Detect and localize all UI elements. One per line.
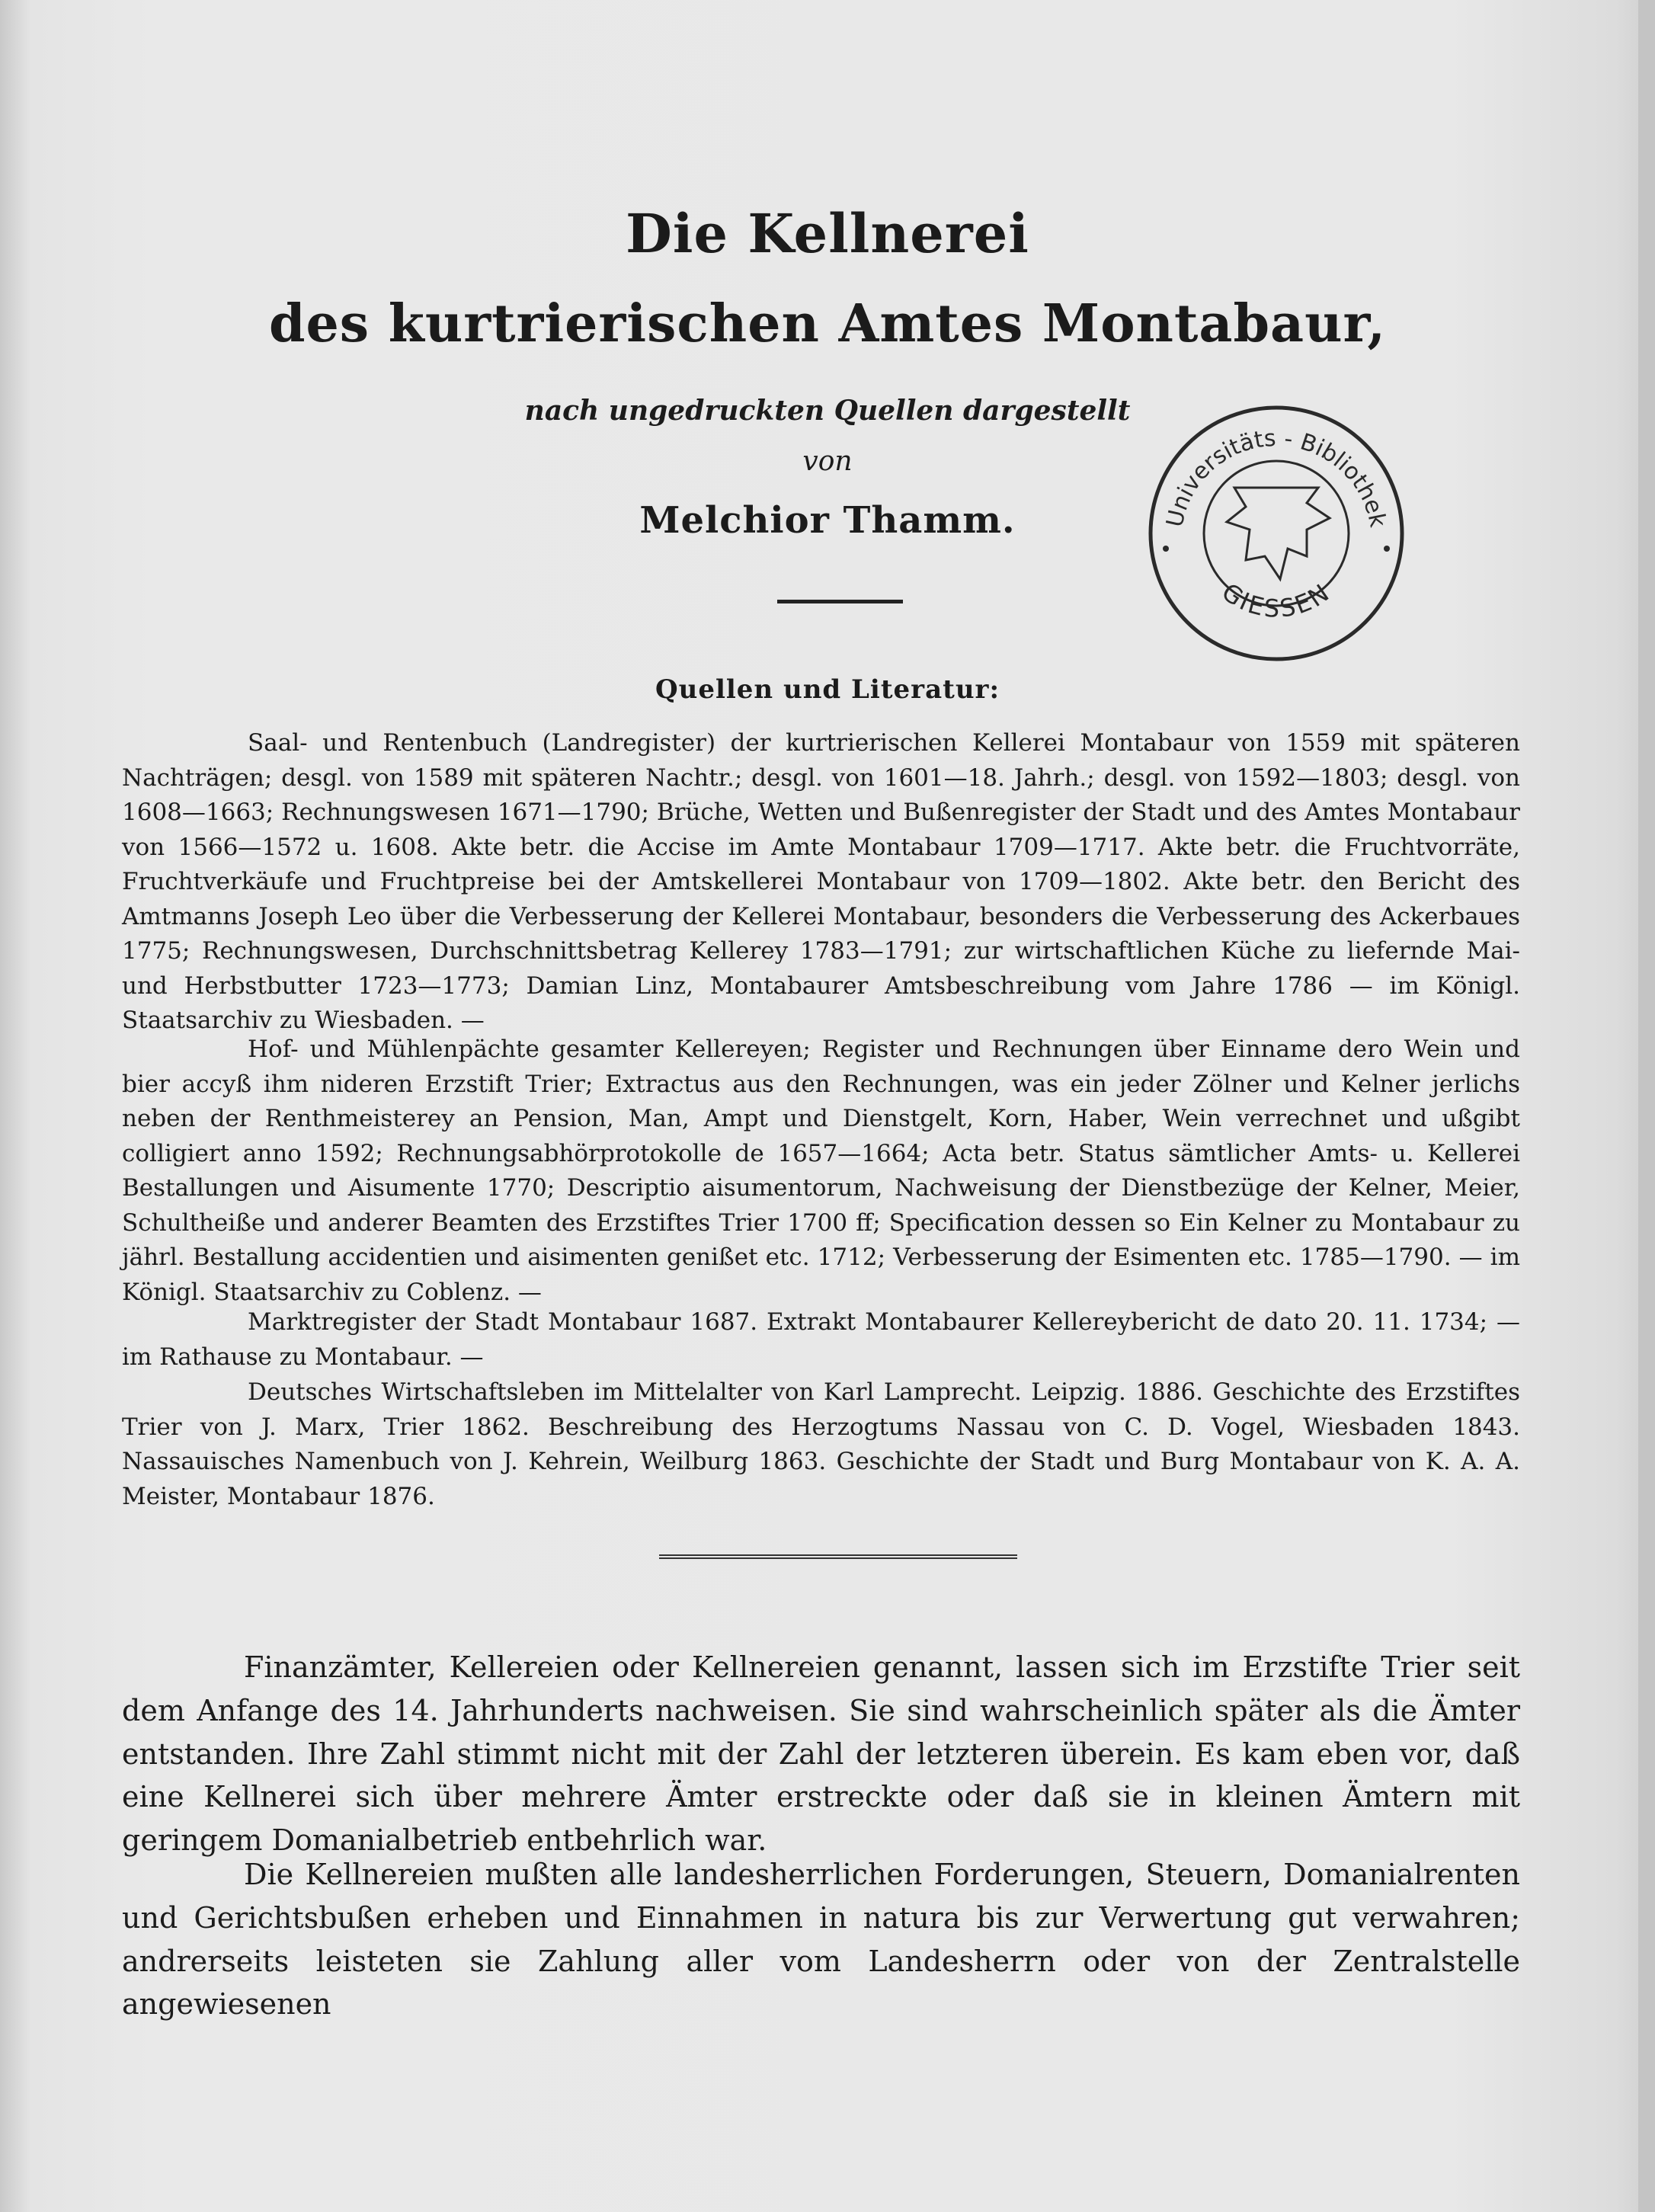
by-line: von	[802, 446, 853, 477]
sources-heading: Quellen und Literatur:	[655, 674, 1000, 705]
author-name: Melchior Thamm.	[639, 499, 1016, 542]
sources-block-2	[122, 1032, 1520, 1310]
body-paragraph-1	[122, 1646, 1520, 1862]
paragraph-text: Finanzämter, Kellereien oder Kellnereien genannt, lassen sich im Erzstifte Trier seit dem Anfange des 14. Jahrhunderts nachweisen. Sie sind wahrscheinlich später als die Ämter entstanden. Ihre Zahl stimmt nicht mit der Zahl der letzteren überein. Es kam eben vor, daß eine Kellnerei sich über mehrere Ämter erstreckte oder daß sie in kleinen Ämtern mit geringem Domanialbetrieb entbehrlich war.	[122, 1650, 1520, 1858]
title-rule	[777, 600, 903, 603]
page-edge-shadow	[1638, 0, 1655, 2212]
stamp-emblem	[1227, 488, 1330, 579]
stamp-upper-text: Universitäts - Bibliothek	[1161, 424, 1391, 530]
source-entry: Marktregister der Stadt Montabaur 1687. Extrakt Montabaurer Kellereybericht de dato 20. 11. 1734; — im Rathause zu Montabaur. —	[122, 1308, 1520, 1371]
title-line-1: Die Kellnerei	[626, 202, 1029, 265]
source-entry: Deutsches Wirtschaftsleben im Mittelalter von Karl Lamprecht. Leipzig. 1886. Geschichte des Erzstiftes Trier von J. Marx, Trier 1862. Beschreibung des Herzogtums Nassau von C. D. Vogel, Wiesbaden 1843. Nassauisches Namenbuch von J. Kehrein, Weilburg 1863. Geschichte der Stadt und Burg Montabaur von K. A. A. Meister, Montabaur 1876.	[122, 1378, 1520, 1510]
source-entry: Hof- und Mühlenpächte gesamter Kellereyen; Register und Rechnungen über Einname dero Wein und bier accyß ihm nideren Erzstift Trier; Extractus aus den Rechnungen, was ein jeder Zölner und Kelner jerlichs neben der Renthmeisterey an Pension, Man, Ampt und Dienstgelt, Korn, Haber, Wein verrechnet und ußgibt colligiert anno 1592; Rechnungsabhörprotokolle de 1657—1664; Acta betr. Status sämtlicher Amts- u. Kellerei Bestallungen und Aisumente 1770; Descriptio aisumentorum, Nachweisung der Dienstbezüge der Kelner, Meier, Schultheiße und anderer Beamten des Erzstiftes Trier 1700 ff; Specification dessen so Ein Kelner zu Montabaur zu jährl. Bestallung accidentien und aisimenten genißet etc. 1712; Verbesserung der Esimenten etc. 1785—1790. — im Königl. Staatsarchiv zu Coblenz. —	[122, 1036, 1520, 1306]
section-rule	[659, 1554, 1017, 1559]
source-entry: Saal- und Rentenbuch (Landregister) der kurtrierischen Kellerei Montabaur von 1559 mit späteren Nachträgen; desgl. von 1589 mit späteren Nachtr.; desgl. von 1601—18. Jahrh.; desgl. von 1592—1803; desgl. von 1608—1663; Rechnungswesen 1671—1790; Brüche, Wetten und Bußenregister der Stadt und des Amtes Montabaur von 1566—1572 u. 1608. Akte betr. die Accise im Amte Montabaur 1709—1717. Akte betr. die Fruchtvorräte, Fruchtverkäufe und Fruchtpreise bei der Amtskellerei Montabaur von 1709—1802. Akte betr. den Bericht des Amtmanns Joseph Leo über die Verbesserung der Kellerei Montabaur, besonders die Verbesserung des Ackerbaues 1775; Rechnungswesen, Durchschnittsbetrag Kellerey 1783—1791; zur wirtschaftlichen Küche zu liefernde Mai- und Herbstbutter 1723—1773; Damian Linz, Montabaurer Amtsbeschreibung vom Jahre 1786 — im Königl. Staatsarchiv zu Wiesbaden. —	[122, 729, 1520, 1034]
paragraph-text: Die Kellnereien mußten alle landesherrlichen Forderungen, Steuern, Domanialrenten und Gerichtsbußen erheben und Einnahmen in natura bis zur Verwertung gut verwahren; andrerseits leisteten sie Zahlung aller vom Landesherrn oder von der Zentralstelle angewiesenen	[122, 1858, 1520, 2022]
sources-block-4	[122, 1375, 1520, 1514]
stamp-lower-text: GIESSEN	[1216, 577, 1336, 623]
library-stamp	[1143, 400, 1410, 667]
body-paragraph-2	[122, 1853, 1520, 2026]
sources-block-3	[122, 1305, 1520, 1375]
subtitle: nach ungedruckten Quellen dargestellt	[524, 395, 1131, 427]
title-line-2: des kurtrierischen Amtes Montabaur,	[268, 293, 1387, 354]
sources-block-1	[122, 726, 1520, 1039]
